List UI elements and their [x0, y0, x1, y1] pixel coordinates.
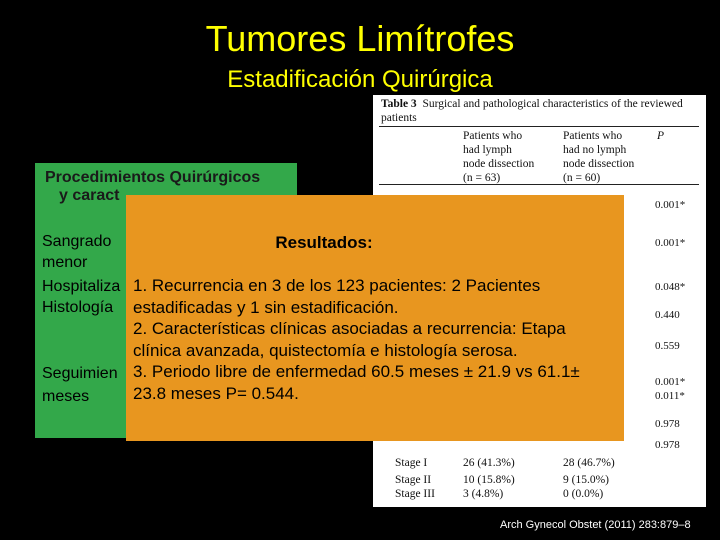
results-title: Resultados: [275, 233, 373, 252]
table-row-label: Stage I [395, 457, 428, 469]
table-p-value: 0.440 [655, 309, 680, 321]
procedures-row: Sangrado [42, 233, 112, 250]
procedures-row: menor [42, 254, 88, 271]
table-col1-header: Patients who had lymph node dissection (n = 63) [463, 130, 535, 184]
results-box [126, 195, 624, 441]
table-rule-header [379, 184, 699, 185]
table-p-value: 0.001* [655, 199, 686, 211]
table-col2-header: Patients who had no lymph node dissection (n = 60) [563, 130, 635, 184]
procedures-row: meses [42, 388, 90, 405]
table-p-value: 0.978 [655, 439, 680, 451]
results-line: estadificadas y 1 sin estadificación. [133, 297, 399, 317]
table-rule-top [379, 126, 699, 127]
slide-title: Tumores Limítrofes [205, 18, 515, 59]
table-caption-text: Surgical and pathological characteristics of the reviewed [422, 98, 683, 110]
results-line: 2. Características clínicas asociadas a recurrencia: Etapa [133, 319, 566, 338]
table-cell: 28 (46.7%) [563, 457, 615, 469]
table-p-value: 0.978 [655, 418, 680, 430]
results-line: 23.8 meses P= 0.544. [133, 383, 299, 403]
table-cell: 10 (15.8%) [463, 474, 515, 486]
table-caption-label: Table 3 [381, 98, 417, 110]
table-p-value: 0.559 [655, 340, 680, 352]
procedures-row: Seguimien [42, 365, 118, 382]
table-row-label: Stage II [395, 474, 432, 486]
table-p-value: 0.011* [655, 390, 685, 402]
slide-subtitle: Estadificación Quirúrgica [227, 66, 493, 93]
table-cell: 0 (0.0%) [563, 488, 604, 500]
table-caption [381, 97, 699, 125]
table-caption-line2: patients [381, 112, 417, 124]
citation: Arch Gynecol Obstet (2011) 283:879–8 [500, 519, 691, 531]
procedures-row: Histología [42, 299, 114, 316]
procedures-row: Hospitaliza [42, 278, 121, 295]
results-line: clínica avanzada, quistectomía e histología serosa. [133, 340, 518, 360]
results-list [133, 275, 623, 404]
table-cell: 9 (15.0%) [563, 474, 609, 486]
results-line: 3. Periodo libre de enfermedad 60.5 meses ± 21.9 vs 61.1± [133, 362, 580, 381]
table-p-value: 0.001* [655, 376, 686, 388]
table-cell: 3 (4.8%) [463, 488, 504, 500]
table-col3-header: P [657, 130, 665, 142]
table-row-label: Stage III [395, 488, 435, 500]
table-p-value: 0.001* [655, 237, 686, 249]
table-p-value: 0.048* [655, 281, 686, 293]
results-line: 1. Recurrencia en 3 de los 123 pacientes: 2 Pacientes [133, 276, 541, 295]
table-cell: 26 (41.3%) [463, 457, 515, 469]
procedures-box-title: Procedimientos Quirúrgicos y caract [45, 169, 261, 204]
